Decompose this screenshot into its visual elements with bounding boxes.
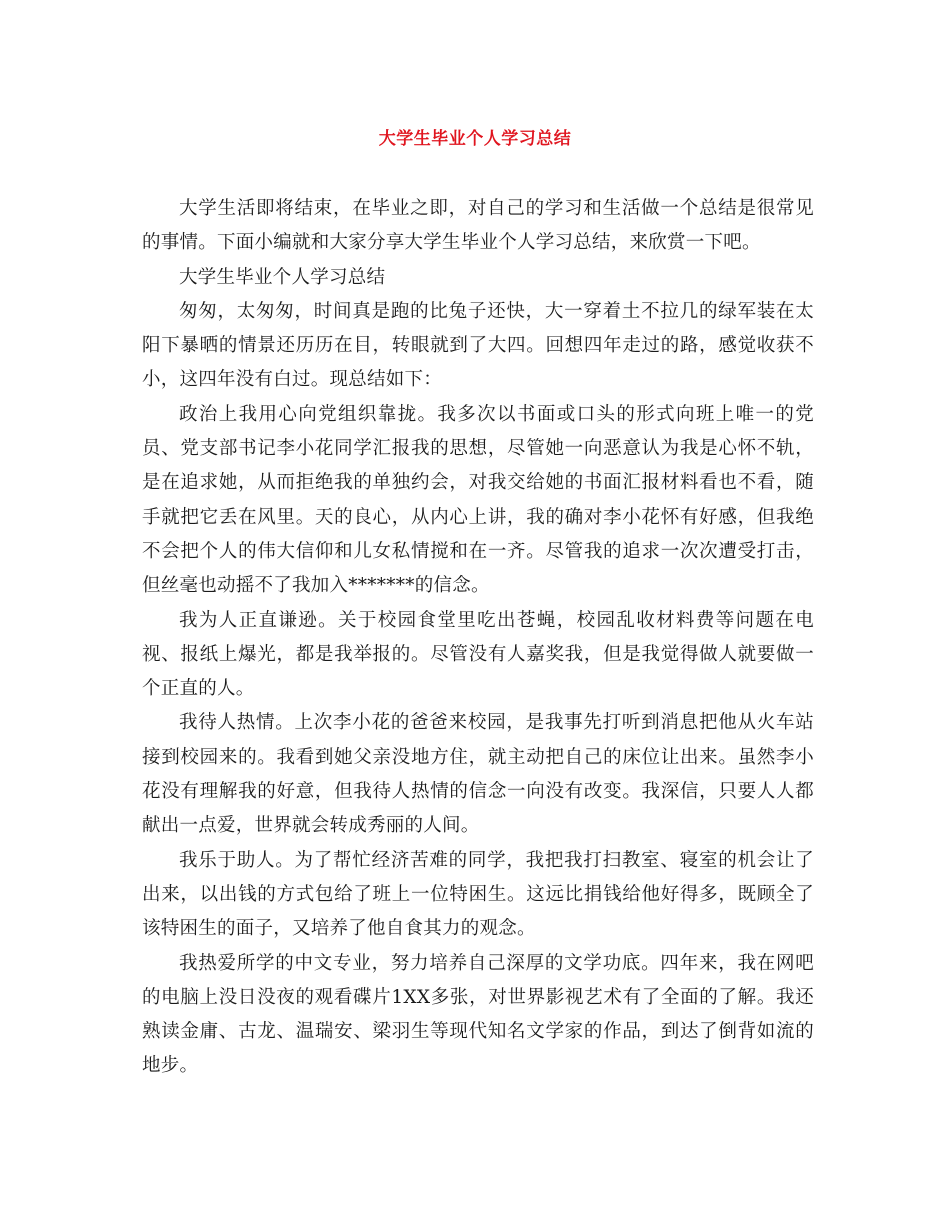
paragraph-helpfulness: 我乐于助人。为了帮忙经济苦难的同学，我把我打扫教室、寝室的机会让了出来，以出钱的方式包给了班上一位特困生。这远比捐钱给他好得多，既顾全了该特困生的面子，又培养了他自食其力的观念。 xyxy=(142,849,814,940)
paragraph-subtitle: 大学生毕业个人学习总结 xyxy=(179,266,386,288)
document-title: 大学生毕业个人学习总结 xyxy=(378,129,572,149)
document-body xyxy=(142,192,814,1084)
paragraph-politics: 政治上我用心向党组织靠拢。我多次以书面或口头的形式向班上唯一的党员、党支部书记李小花同学汇报我的思想，尽管她一向恶意认为我是心怀不轨，是在追求她，从而拒绝我的单独约会，对我交给她的书面汇报材料看也不看，随手就把它丢在风里。天的良心，从内心上讲，我的确对李小花怀有好感，但我绝不会把个人的伟大信仰和儿女私情搅和在一齐。尽管我的追求一次次遭受打击，但丝毫也动摇不了我加入*******的信念。 xyxy=(142,403,814,597)
paragraph-integrity: 我为人正直谦逊。关于校园食堂里吃出苍蝇，校园乱收材料费等问题在电视、报纸上爆光，都是我举报的。尽管没有人嘉奖我，但是我觉得做人就要做一个正直的人。 xyxy=(142,609,814,700)
paragraph-warmth: 我待人热情。上次李小花的爸爸来校园，是我事先打听到消息把他从火车站接到校园来的。我看到她父亲没地方住，就主动把自己的床位让出来。虽然李小花没有理解我的好意，但我待人热情的信念一向没有改变。我深信，只要人人都献出一点爱，世界就会转成秀丽的人间。 xyxy=(142,712,814,837)
paragraph-major: 我热爱所学的中文专业，努力培养自己深厚的文学功底。四年来，我在网吧的电脑上没日没夜的观看碟片1XX多张，对世界影视艺术有了全面的了解。我还熟读金庸、古龙、温瑞安、梁羽生等现代知名文学家的作品，到达了倒背如流的地步。 xyxy=(142,952,814,1077)
paragraph-intro: 大学生活即将结束，在毕业之即，对自己的学习和生活做一个总结是很常见的事情。下面小编就和大家分享大学生毕业个人学习总结，来欣赏一下吧。 xyxy=(142,198,814,254)
paragraph-opening: 匆匆，太匆匆，时间真是跑的比兔子还快，大一穿着土不拉几的绿军装在太阳下暴晒的情景还历历在目，转眼就到了大四。回想四年走过的路，感觉收获不小，这四年没有白过。现总结如下： xyxy=(142,300,814,391)
